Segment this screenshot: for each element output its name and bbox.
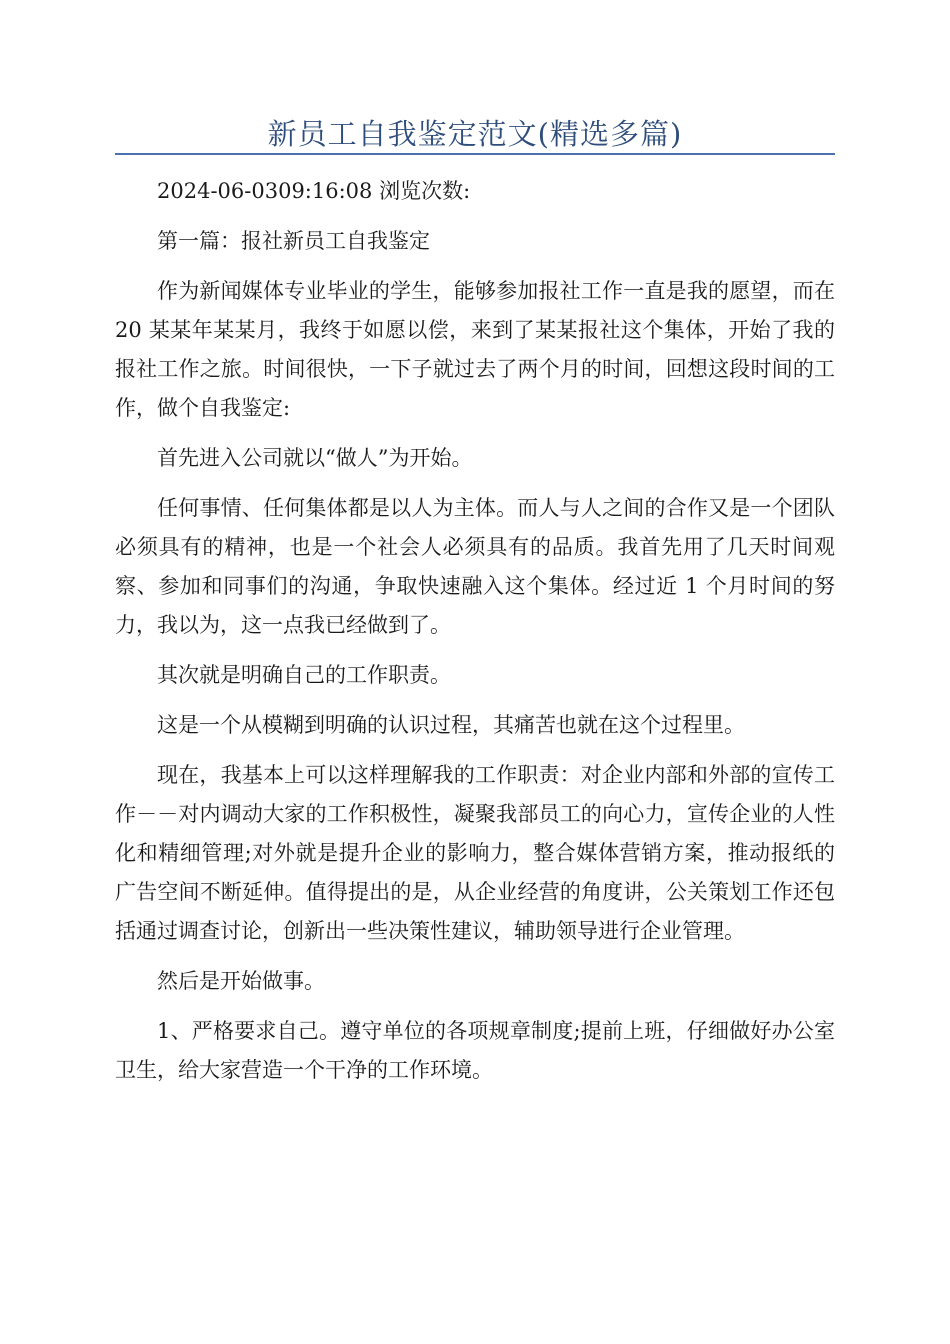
title-underline	[115, 153, 835, 155]
paragraph-5: 这是一个从模糊到明确的认识过程，其痛苦也就在这个过程里。	[157, 713, 745, 737]
paragraph-8: 1、严格要求自己。遵守单位的各项规章制度;提前上班，仔细做好办公室卫生，给大家营造一个干净的工作环境。	[115, 1019, 835, 1082]
paragraph-1: 作为新闻媒体专业毕业的学生，能够参加报社工作一直是我的愿望，而在 20 某某年某某月，我终于如愿以偿，来到了某某报社这个集体，开始了我的报社工作之旅。时间很快，一下子就过去了两个月的时间，回想这段时间的工作，做个自我鉴定:	[115, 279, 835, 420]
paragraph-3: 任何事情、任何集体都是以人为主体。而人与人之间的合作又是一个团队必须具有的精神，也是一个社会人必须具有的品质。我首先用了几天时间观察、参加和同事们的沟通，争取快速融入这个集体。经过近 1 个月时间的努力，我以为，这一点我已经做到了。	[115, 496, 835, 637]
paragraph-7: 然后是开始做事。	[157, 969, 325, 993]
meta-line: 2024-06-0309:16:08 浏览次数:	[157, 179, 471, 203]
paragraph-6: 现在，我基本上可以这样理解我的工作职责：对企业内部和外部的宣传工作－－对内调动大家的工作积极性，凝聚我部员工的向心力，宣传企业的人性化和精细管理;对外就是提升企业的影响力，整合媒体营销方案，推动报纸的广告空间不断延伸。值得提出的是，从企业经营的角度讲，公关策划工作还包括通过调查讨论，创新出一些决策性建议，辅助领导进行企业管理。	[115, 763, 835, 943]
paragraph-2: 首先进入公司就以“做人”为开始。	[157, 446, 473, 470]
paragraph-4: 其次就是明确自己的工作职责。	[157, 663, 451, 687]
section-heading: 第一篇：报社新员工自我鉴定	[157, 229, 430, 253]
document-body	[115, 172, 835, 1101]
document-title: 新员工自我鉴定范文(精选多篇)	[267, 117, 683, 151]
